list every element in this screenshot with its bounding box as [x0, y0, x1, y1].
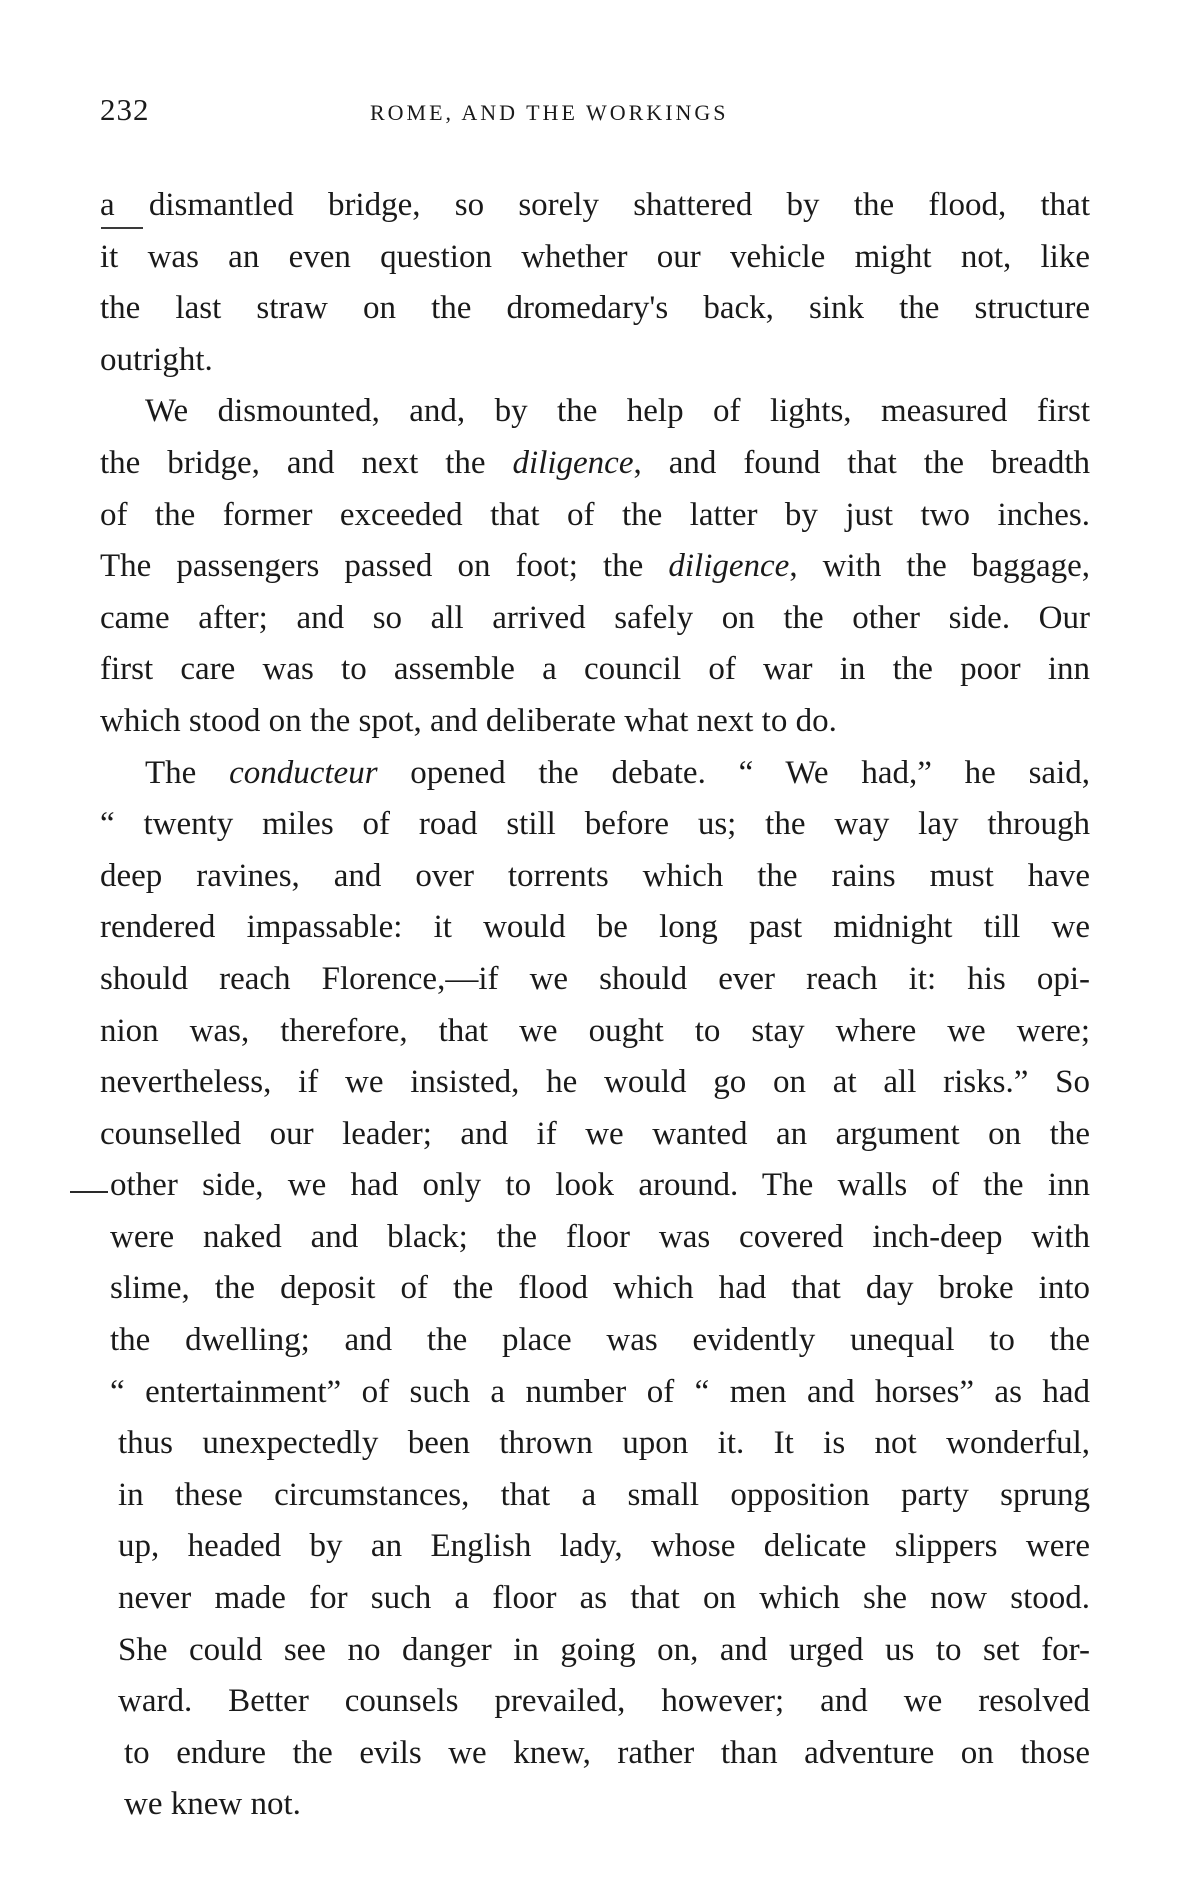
text-line: nion was, therefore, that we ought to stay where we were;: [100, 1012, 1090, 1049]
italic-term: diligence: [668, 548, 790, 585]
text-line: counselled our leader; and if we wanted an argument on the: [100, 1115, 1090, 1152]
text-line: other side, we had only to look around. The walls of the inn: [110, 1167, 1090, 1204]
page-number: 232: [100, 92, 150, 127]
running-head: [100, 92, 1090, 132]
body-text: [100, 180, 1090, 1831]
text-line: of the former exceeded that of the latter by just two inches.: [100, 496, 1090, 533]
text-line: a dismantled bridge, so sorely shattered by the flood, that: [100, 187, 1090, 223]
text-line: should reach Florence,—if we should ever reach it: his opi-: [100, 960, 1090, 997]
text-line: we knew not.: [124, 1786, 301, 1823]
text-line: She could see no danger in going on, and urged us to set for-: [118, 1631, 1090, 1668]
text-line: never made for such a floor as that on which she now stood.: [118, 1580, 1090, 1617]
text-line: “ entertainment” of such a number of “ men and horses” as had: [110, 1373, 1090, 1410]
text-line: nevertheless, if we insisted, he would go on at all risks.” So: [100, 1064, 1090, 1101]
text-line: first care was to assemble a council of war in the poor inn: [100, 651, 1090, 688]
text-line: in these circumstances, that a small opposition party sprung: [118, 1476, 1090, 1513]
text-line: were naked and black; the floor was covered inch-deep with: [110, 1218, 1090, 1255]
italic-term: conducteur: [229, 754, 378, 791]
text-line: thus unexpectedly been thrown upon it. It is not wonderful,: [118, 1425, 1090, 1462]
text-line: came after; and so all arrived safely on the other side. Our: [100, 599, 1090, 636]
text-line: deep ravines, and over torrents which the rains must have: [100, 857, 1090, 894]
text-line: the bridge, and next the diligence, and found that the breadth: [100, 444, 1090, 481]
text-line: The conducteur opened the debate. “ We had,” he said,: [145, 754, 1090, 791]
text-line: The passengers passed on foot; the diligence, with the baggage,: [100, 548, 1090, 585]
text-line: We dismounted, and, by the help of lights, measured first: [145, 393, 1090, 430]
italic-term: diligence: [512, 444, 634, 481]
text-line: ward. Better counsels prevailed, however; and we resolved: [118, 1683, 1090, 1720]
text-line: which stood on the spot, and deliberate what next to do.: [100, 702, 837, 739]
text-line: it was an even question whether our vehicle might not, like: [100, 238, 1090, 275]
text-line: the dwelling; and the place was evidently unequal to the: [110, 1322, 1090, 1359]
running-title: ROME, AND THE WORKINGS: [370, 100, 729, 125]
text-line: rendered impassable: it would be long past midnight till we: [100, 909, 1090, 946]
text-line: slime, the deposit of the flood which had that day broke into: [110, 1270, 1090, 1307]
text-line: “ twenty miles of road still before us; the way lay through: [100, 806, 1090, 843]
text-line: the last straw on the dromedary's back, sink the structure: [100, 290, 1090, 327]
text-line: to endure the evils we knew, rather than adventure on those: [124, 1734, 1090, 1771]
text-line: up, headed by an English lady, whose delicate slippers were: [118, 1528, 1090, 1565]
text-line: outright.: [100, 341, 213, 378]
